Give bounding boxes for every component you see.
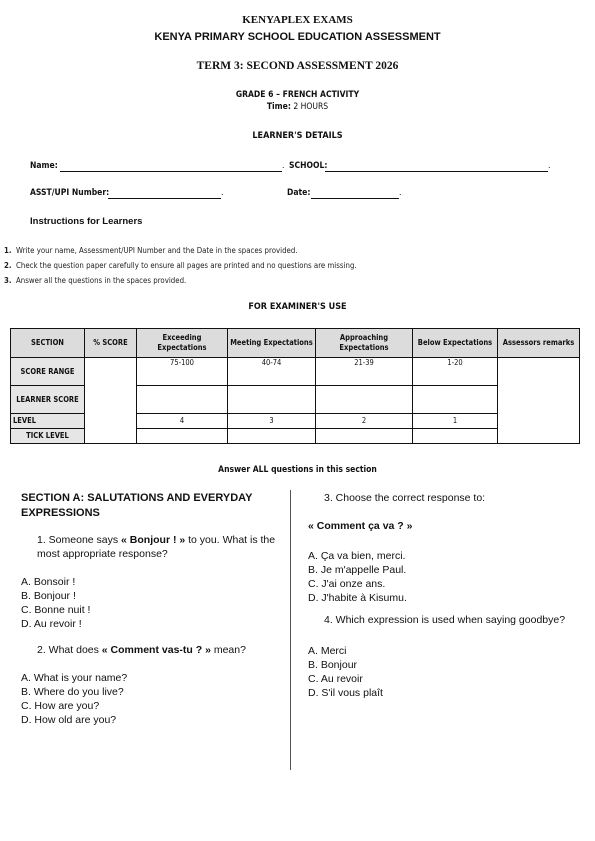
question-text: 3. Choose the correct response to: <box>324 492 486 504</box>
option[interactable]: A. Ça va bien, merci. <box>308 550 406 562</box>
instruction-text: Write your name, Assessment/UPI Number and the Date in the spaces provided. <box>16 246 298 255</box>
row-label-score-range: SCORE RANGE <box>11 358 85 386</box>
name-field[interactable] <box>60 171 282 172</box>
tick-level-cell[interactable] <box>228 429 316 444</box>
question-phrase: « Bonjour ! » <box>121 534 186 546</box>
option[interactable]: A. Bonsoir ! <box>21 576 76 588</box>
row-label-level: LEVEL <box>11 414 85 429</box>
score-range-approaching: 21-39 <box>316 358 413 386</box>
score-range-below: 1-20 <box>413 358 498 386</box>
instruction-number: 1. <box>4 246 12 255</box>
org-title: KENYAPLEX EXAMS <box>242 14 353 26</box>
question-3-options <box>308 549 578 605</box>
instruction-number: 3. <box>4 276 12 285</box>
right-column <box>308 491 578 700</box>
col-header-section: SECTION <box>11 329 85 358</box>
section-a-title: SECTION A: SALUTATIONS AND EVERYDAY EXPRESSIONS <box>21 492 253 519</box>
question-text: 2. What does <box>37 644 102 656</box>
date-field[interactable] <box>311 198 399 199</box>
question-3 <box>308 491 578 505</box>
score-range-exceeding: 75-100 <box>137 358 228 386</box>
school-dot: . <box>548 160 551 170</box>
learner-score-cell[interactable] <box>316 386 413 414</box>
question-1-options <box>21 575 279 631</box>
question-text: mean? <box>210 644 246 656</box>
time-label: Time: <box>266 102 291 112</box>
learner-score-cell[interactable] <box>228 386 316 414</box>
tick-level-cell[interactable] <box>316 429 413 444</box>
option[interactable]: B. Bonjour ! <box>21 590 76 602</box>
question-text: to you. What is the most appropriate response? <box>37 534 276 560</box>
level-meeting: 3 <box>228 414 316 429</box>
answer-all-instruction: Answer ALL questions in this section <box>218 465 377 475</box>
examiner-use-heading: FOR EXAMINER'S USE <box>248 302 347 312</box>
option[interactable]: A. What is your name? <box>21 672 128 684</box>
school-label: SCHOOL: <box>289 161 328 171</box>
question-4 <box>308 613 578 627</box>
school-field[interactable] <box>325 171 548 172</box>
option[interactable]: B. Where do you live? <box>21 686 124 698</box>
question-4-options <box>308 644 578 700</box>
asst-upi-dot: . <box>221 187 224 197</box>
level-below: 1 <box>413 414 498 429</box>
col-header-score: % SCORE <box>85 329 137 358</box>
option[interactable]: C. Bonne nuit ! <box>21 604 91 616</box>
col-header-below: Below Expectations <box>413 329 498 358</box>
option[interactable]: A. Merci <box>308 645 347 657</box>
question-3-phrase: « Comment ça va ? » <box>308 520 413 532</box>
option[interactable]: D. How old are you? <box>21 714 117 726</box>
asst-upi-field[interactable] <box>108 198 221 199</box>
question-2-options <box>21 671 279 727</box>
score-range-meeting: 40-74 <box>228 358 316 386</box>
time-line <box>0 102 595 112</box>
option[interactable]: B. Bonjour <box>308 659 358 671</box>
question-1 <box>21 533 279 561</box>
name-label: Name: <box>30 161 58 171</box>
col-header-meeting: Meeting Expectations <box>228 329 316 358</box>
option[interactable]: D. S'il vous plaît <box>308 687 383 699</box>
instruction-text: Answer all the questions in the spaces provided. <box>16 276 187 285</box>
option[interactable]: D. Au revoir ! <box>21 618 82 630</box>
assessor-remarks-cell[interactable] <box>498 358 580 444</box>
row-label-learner-score: LEARNER SCORE <box>11 386 85 414</box>
option[interactable]: B. Je m'appelle Paul. <box>308 564 407 576</box>
percent-score-cell[interactable] <box>85 358 137 444</box>
level-exceeding: 4 <box>137 414 228 429</box>
asst-upi-label: ASST/UPI Number: <box>30 188 110 198</box>
date-label: Date: <box>287 188 311 198</box>
instruction-text: Check the question paper carefully to ensure all pages are printed and no questions are missing. <box>16 261 357 270</box>
instruction-number: 2. <box>4 261 12 270</box>
instructions-heading: Instructions for Learners <box>30 216 143 227</box>
col-header-remarks: Assessors remarks <box>498 329 580 358</box>
assessment-subtitle: KENYA PRIMARY SCHOOL EDUCATION ASSESSMENT <box>154 31 441 43</box>
option[interactable]: D. J'habite à Kisumu. <box>308 592 407 604</box>
grade-title: GRADE 6 – FRENCH ACTIVITY <box>235 90 360 100</box>
option[interactable]: C. J'ai onze ans. <box>308 578 386 590</box>
col-header-approaching: Approaching Expectations <box>316 329 413 358</box>
examiner-table <box>10 328 580 444</box>
option[interactable]: C. How are you? <box>21 700 100 712</box>
name-dot: . <box>282 160 285 170</box>
learner-score-cell[interactable] <box>137 386 228 414</box>
row-label-tick-level: TICK LEVEL <box>11 429 85 444</box>
learner-details-heading: LEARNER'S DETAILS <box>252 131 343 141</box>
question-text: 4. Which expression is used when saying goodbye? <box>324 614 566 626</box>
tick-level-cell[interactable] <box>413 429 498 444</box>
question-phrase: « Comment vas-tu ? » <box>101 644 211 656</box>
level-approaching: 2 <box>316 414 413 429</box>
time-value: 2 HOURS <box>293 102 329 112</box>
left-column <box>21 491 279 727</box>
learner-score-cell[interactable] <box>413 386 498 414</box>
col-header-exceeding: Exceeding Expectations <box>137 329 228 358</box>
question-text: 1. Someone says <box>37 534 122 546</box>
instruction-item <box>4 276 186 285</box>
option[interactable]: C. Au revoir <box>308 673 363 685</box>
tick-level-cell[interactable] <box>137 429 228 444</box>
term-title: TERM 3: SECOND ASSESSMENT 2026 <box>196 60 399 72</box>
column-divider <box>290 490 291 770</box>
date-dot: . <box>399 187 402 197</box>
instruction-item <box>4 246 298 255</box>
instruction-item <box>4 261 357 270</box>
question-2 <box>21 643 279 657</box>
